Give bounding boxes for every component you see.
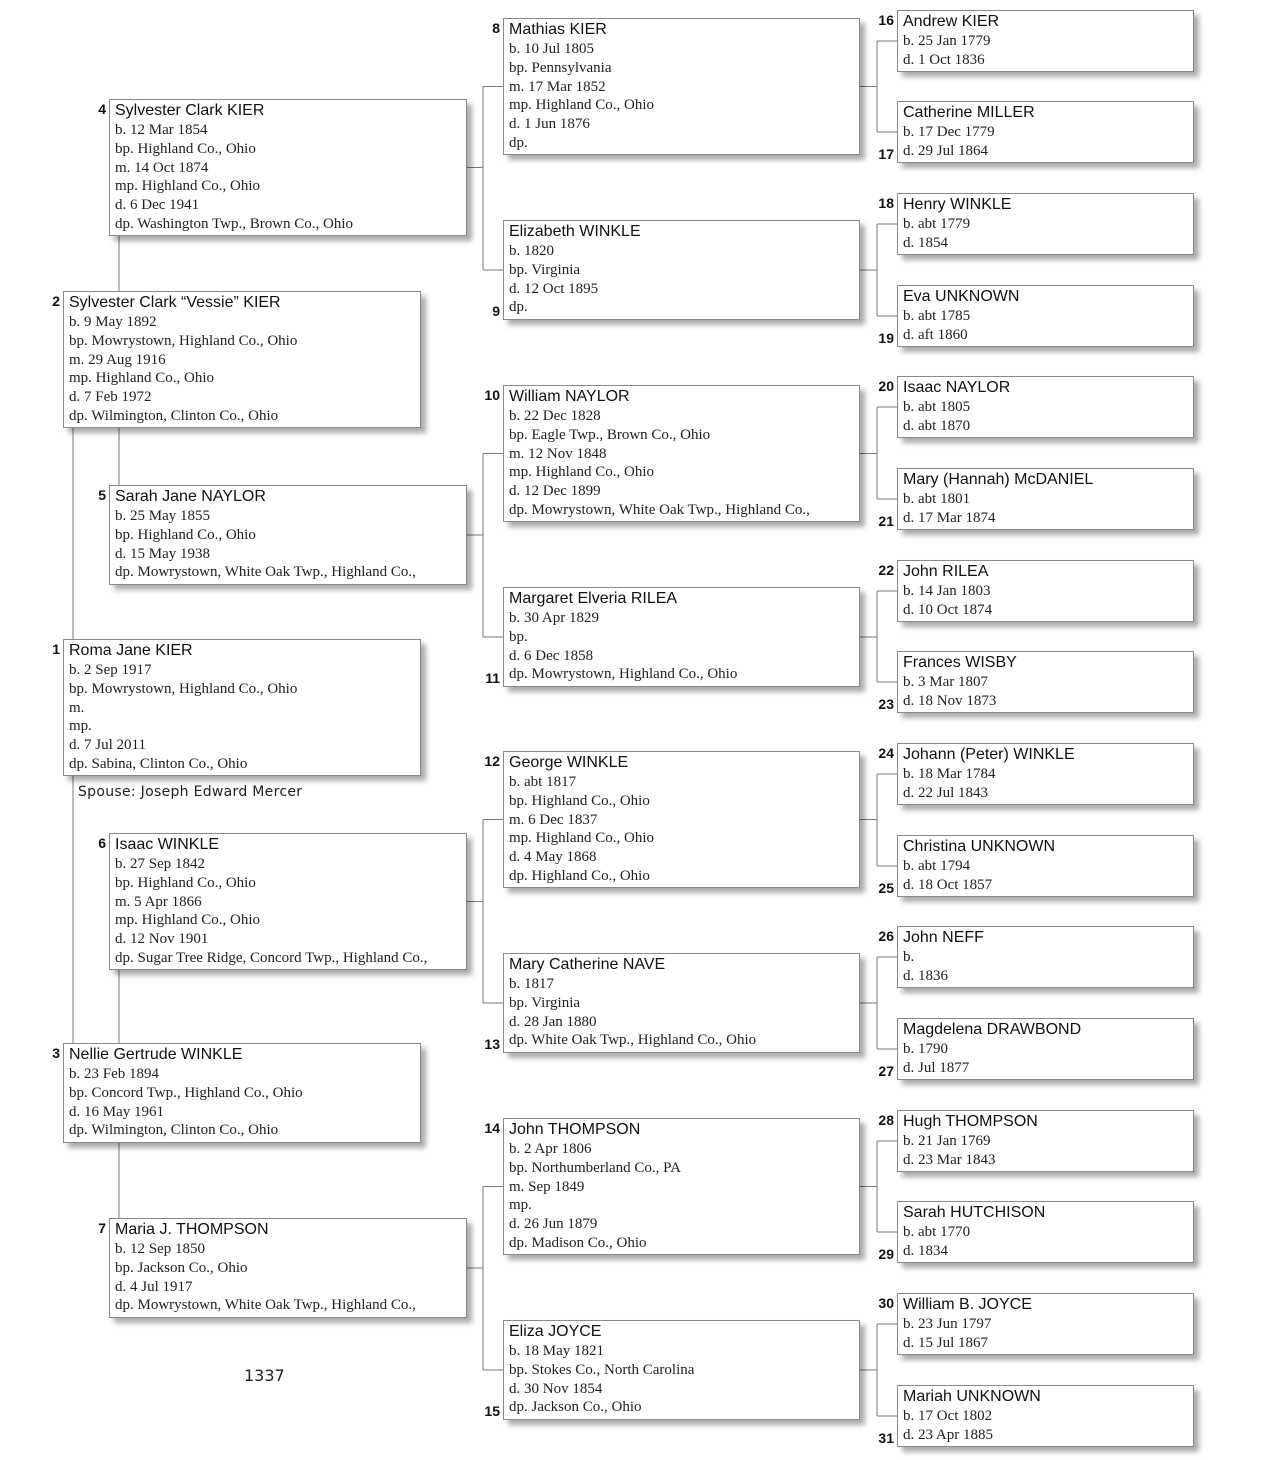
ahnentafel-number: 12: [484, 753, 500, 769]
person-detail-line: d. Jul 1877: [903, 1059, 970, 1076]
person-box-1: [52, 639, 421, 776]
person-name: John NEFF: [903, 929, 984, 946]
person-detail-line: d. 30 Nov 1854: [509, 1380, 603, 1397]
person-detail-line: d. 18 Oct 1857: [903, 876, 993, 893]
ahnentafel-number: 5: [98, 487, 106, 503]
person-detail-line: d. 28 Jan 1880: [509, 1013, 597, 1030]
person-detail-line: bp. Mowrystown, Highland Co., Ohio: [69, 332, 298, 349]
person-box-22: [878, 560, 1194, 622]
ahnentafel-number: 22: [878, 562, 894, 578]
person-detail-line: b. abt 1805: [903, 399, 971, 415]
person-detail-line: mp. Highland Co., Ohio: [115, 178, 260, 195]
person-detail-line: d. 15 Jul 1867: [903, 1334, 989, 1351]
person-detail-line: bp. Highland Co., Ohio: [115, 874, 256, 891]
person-detail-line: dp. Wilmington, Clinton Co., Ohio: [69, 1122, 279, 1139]
person-detail-line: bp. Highland Co., Ohio: [115, 140, 256, 157]
person-box-12: [484, 751, 860, 888]
person-name: Sylvester Clark KIER: [115, 102, 265, 119]
person-detail-line: m.: [69, 699, 85, 716]
person-name: Mariah UNKNOWN: [903, 1388, 1041, 1405]
person-detail-line: b. 17 Dec 1779: [903, 124, 995, 140]
person-detail-line: dp.: [509, 299, 528, 316]
person-name: Nellie Gertrude WINKLE: [69, 1046, 243, 1063]
person-name: Eva UNKNOWN: [903, 288, 1020, 305]
person-detail-line: bp. Virginia: [509, 261, 581, 278]
person-detail-line: b. 1817: [509, 976, 554, 992]
person-detail-line: d. 12 Nov 1901: [115, 931, 209, 948]
person-detail-line: mp. Highland Co., Ohio: [509, 464, 654, 481]
ahnentafel-number: 27: [878, 1063, 894, 1079]
ahnentafel-number: 8: [492, 20, 500, 36]
person-detail-line: b. abt 1785: [903, 308, 971, 324]
person-detail-line: b. abt 1779: [903, 216, 971, 232]
person-detail-line: m. 14 Oct 1874: [115, 159, 209, 176]
person-name: Sylvester Clark “Vessie” KIER: [69, 294, 281, 311]
person-detail-line: bp. Highland Co., Ohio: [509, 792, 650, 809]
person-detail-line: b. 23 Feb 1894: [69, 1066, 159, 1082]
ahnentafel-number: 9: [492, 303, 500, 319]
person-detail-line: bp. Stokes Co., North Carolina: [509, 1361, 695, 1378]
person-detail-line: dp. Highland Co., Ohio: [509, 867, 650, 884]
person-detail-line: bp.: [509, 628, 528, 645]
ahnentafel-number: 21: [878, 513, 894, 529]
person-box-26: [878, 926, 1194, 988]
person-box-14: [484, 1118, 860, 1255]
person-box-23: [878, 651, 1194, 713]
person-detail-line: d. aft 1860: [903, 326, 968, 343]
person-detail-line: b. 25 May 1855: [115, 508, 210, 524]
person-name: Mary (Hannah) McDANIEL: [903, 471, 1094, 488]
person-detail-line: d. 17 Mar 1874: [903, 509, 996, 526]
ahnentafel-number: 24: [878, 745, 894, 761]
person-detail-line: m. 6 Dec 1837: [509, 811, 598, 828]
person-detail-line: d. 12 Oct 1895: [509, 280, 599, 297]
person-detail-line: dp. Sabina, Clinton Co., Ohio: [69, 755, 248, 772]
person-detail-line: m. 12 Nov 1848: [509, 445, 607, 462]
person-detail-line: b. 3 Mar 1807: [903, 674, 988, 690]
person-detail-line: b. 18 May 1821: [509, 1343, 604, 1359]
page-number: 1337: [244, 1366, 285, 1385]
person-name: Mary Catherine NAVE: [509, 956, 666, 973]
person-box-4: [98, 99, 467, 236]
person-detail-line: dp. Mowrystown, Highland Co., Ohio: [509, 666, 738, 683]
person-detail-line: d. 1 Oct 1836: [903, 51, 985, 68]
person-detail-line: bp. Eagle Twp., Brown Co., Ohio: [509, 426, 711, 443]
person-detail-line: m. 29 Aug 1916: [69, 351, 166, 368]
person-detail-line: d. 26 Jun 1879: [509, 1216, 598, 1233]
person-box-15: [484, 1320, 860, 1420]
ahnentafel-number: 14: [484, 1120, 500, 1136]
person-box-30: [878, 1293, 1194, 1355]
person-detail-line: m. 5 Apr 1866: [115, 893, 202, 910]
person-detail-line: b. abt 1817: [509, 774, 577, 790]
person-detail-line: b. 27 Sep 1842: [115, 856, 205, 872]
ahnentafel-number: 1: [52, 641, 60, 657]
person-detail-line: b. abt 1801: [903, 491, 971, 507]
person-detail-line: bp. Concord Twp., Highland Co., Ohio: [69, 1084, 303, 1101]
person-name: Isaac NAYLOR: [903, 379, 1011, 396]
person-detail-line: mp.: [69, 718, 92, 735]
person-box-13: [484, 953, 860, 1053]
person-detail-line: b. 10 Jul 1805: [509, 41, 595, 57]
person-detail-line: dp. Mowrystown, White Oak Twp., Highland Co.,: [115, 564, 416, 581]
person-detail-line: b. 25 Jan 1779: [903, 33, 991, 49]
person-detail-line: d. 22 Jul 1843: [903, 784, 989, 801]
spouse-note: Spouse: Joseph Edward Mercer: [78, 784, 303, 800]
ahnentafel-number: 29: [878, 1246, 894, 1262]
person-box-10: [484, 385, 860, 522]
person-detail-line: b. 18 Mar 1784: [903, 766, 996, 782]
person-name: Andrew KIER: [903, 13, 1000, 30]
person-detail-line: b. 12 Mar 1854: [115, 122, 208, 138]
ahnentafel-number: 4: [98, 101, 106, 117]
person-detail-line: dp. Mowrystown, White Oak Twp., Highland Co.,: [509, 501, 810, 518]
person-box-18: [878, 193, 1194, 255]
person-detail-line: mp. Highland Co., Ohio: [69, 370, 214, 387]
person-detail-line: d. 12 Dec 1899: [509, 483, 601, 500]
ahnentafel-number: 7: [98, 1220, 106, 1236]
person-detail-line: m. 17 Mar 1852: [509, 78, 606, 95]
person-detail-line: b. 30 Apr 1829: [509, 610, 599, 626]
person-detail-line: dp.: [509, 134, 528, 151]
person-detail-line: b. 2 Apr 1806: [509, 1141, 592, 1157]
person-detail-line: b. 22 Dec 1828: [509, 408, 601, 424]
ahnentafel-number: 19: [878, 330, 894, 346]
person-detail-line: d. 29 Jul 1864: [903, 142, 989, 159]
person-box-24: [878, 743, 1194, 805]
person-box-20: [878, 376, 1194, 438]
person-name: Roma Jane KIER: [69, 642, 193, 659]
person-detail-line: b. 9 May 1892: [69, 314, 157, 330]
person-name: Isaac WINKLE: [115, 836, 220, 853]
person-detail-line: b. 2 Sep 1917: [69, 662, 152, 678]
person-detail-line: bp. Northumberland Co., PA: [509, 1159, 681, 1176]
person-box-9: [492, 220, 860, 320]
person-detail-line: bp. Virginia: [509, 994, 581, 1011]
person-name: John THOMPSON: [509, 1121, 641, 1138]
person-detail-line: dp. Washington Twp., Brown Co., Ohio: [115, 215, 354, 232]
person-name: George WINKLE: [509, 754, 629, 771]
person-detail-line: b. 12 Sep 1850: [115, 1241, 205, 1257]
person-detail-line: b. 1790: [903, 1041, 948, 1057]
ahnentafel-number: 25: [878, 880, 894, 896]
person-box-28: [878, 1110, 1194, 1172]
person-detail-line: d. abt 1870: [903, 417, 971, 434]
person-detail-line: bp. Highland Co., Ohio: [115, 526, 256, 543]
person-box-5: [98, 485, 467, 585]
person-detail-line: d. 4 Jul 1917: [115, 1278, 193, 1295]
person-detail-line: d. 18 Nov 1873: [903, 692, 997, 709]
ahnentafel-number: 17: [878, 146, 894, 162]
person-box-29: [878, 1201, 1194, 1263]
person-detail-line: d. 7 Jul 2011: [69, 737, 146, 754]
person-box-2: [52, 291, 421, 428]
person-box-17: [878, 101, 1194, 163]
ahnentafel-number: 23: [878, 696, 894, 712]
person-detail-line: d. 6 Dec 1858: [509, 647, 594, 664]
person-detail-line: dp. Mowrystown, White Oak Twp., Highland Co.,: [115, 1297, 416, 1314]
ahnentafel-number: 26: [878, 928, 894, 944]
person-name: Hugh THOMPSON: [903, 1113, 1038, 1130]
person-name: William B. JOYCE: [903, 1296, 1032, 1313]
ahnentafel-number: 6: [98, 835, 106, 851]
person-detail-line: mp. Highland Co., Ohio: [509, 830, 654, 847]
person-detail-line: bp. Mowrystown, Highland Co., Ohio: [69, 680, 298, 697]
person-box-16: [878, 10, 1194, 72]
person-detail-line: b. abt 1794: [903, 858, 971, 874]
person-detail-line: dp. Jackson Co., Ohio: [509, 1399, 642, 1416]
person-box-11: [485, 587, 860, 687]
person-name: Maria J. THOMPSON: [115, 1221, 269, 1238]
ahnentafel-number: 18: [878, 195, 894, 211]
person-name: Frances WISBY: [903, 654, 1017, 671]
ahnentafel-number: 15: [484, 1403, 500, 1419]
person-detail-line: d. 4 May 1868: [509, 849, 597, 866]
person-detail-line: d. 10 Oct 1874: [903, 601, 993, 618]
person-detail-line: b. 23 Jun 1797: [903, 1316, 992, 1332]
person-box-31: [878, 1385, 1194, 1447]
person-name: Sarah HUTCHISON: [903, 1204, 1046, 1221]
person-detail-line: dp. Sugar Tree Ridge, Concord Twp., Highland Co.,: [115, 949, 428, 966]
person-name: Eliza JOYCE: [509, 1323, 602, 1340]
person-box-25: [878, 835, 1194, 897]
person-name: Henry WINKLE: [903, 196, 1012, 213]
person-box-8: [492, 18, 860, 155]
person-name: Elizabeth WINKLE: [509, 223, 641, 240]
person-name: Catherine MILLER: [903, 104, 1035, 121]
person-detail-line: mp. Highland Co., Ohio: [115, 912, 260, 929]
ahnentafel-number: 20: [878, 378, 894, 394]
person-detail-line: m. Sep 1849: [509, 1178, 585, 1195]
person-detail-line: mp.: [509, 1197, 532, 1214]
ahnentafel-number: 28: [878, 1112, 894, 1128]
ahnentafel-number: 3: [52, 1045, 60, 1061]
person-detail-line: b.: [903, 949, 915, 965]
person-detail-line: mp. Highland Co., Ohio: [509, 97, 654, 114]
person-box-7: [98, 1218, 467, 1318]
person-detail-line: d. 1854: [903, 234, 948, 251]
person-detail-line: b. 14 Jan 1803: [903, 583, 991, 599]
person-detail-line: d. 16 May 1961: [69, 1103, 164, 1120]
person-name: Magdelena DRAWBOND: [903, 1021, 1082, 1038]
person-detail-line: bp. Pennsylvania: [509, 59, 612, 76]
person-detail-line: d. 23 Mar 1843: [903, 1151, 996, 1168]
person-detail-line: d. 15 May 1938: [115, 545, 210, 562]
person-detail-line: d. 1836: [903, 967, 948, 984]
person-name: Christina UNKNOWN: [903, 838, 1056, 855]
person-detail-line: d. 6 Dec 1941: [115, 197, 200, 214]
person-name: Sarah Jane NAYLOR: [115, 488, 266, 505]
person-detail-line: dp. Wilmington, Clinton Co., Ohio: [69, 407, 279, 424]
person-name: Mathias KIER: [509, 21, 607, 38]
ahnentafel-number: 16: [878, 12, 894, 28]
person-detail-line: b. abt 1770: [903, 1224, 971, 1240]
person-detail-line: d. 1834: [903, 1242, 948, 1259]
person-name: John RILEA: [903, 563, 989, 580]
person-detail-line: bp. Jackson Co., Ohio: [115, 1259, 248, 1276]
person-name: William NAYLOR: [509, 388, 630, 405]
person-detail-line: b. 17 Oct 1802: [903, 1408, 993, 1424]
ahnentafel-number: 31: [878, 1430, 894, 1446]
person-detail-line: d. 1 Jun 1876: [509, 116, 590, 133]
person-box-6: [98, 833, 467, 970]
ahnentafel-number: 30: [878, 1295, 894, 1311]
person-detail-line: b. 1820: [509, 243, 554, 259]
person-box-21: [878, 468, 1194, 530]
ahnentafel-number: 13: [484, 1036, 500, 1052]
person-detail-line: dp. White Oak Twp., Highland Co., Ohio: [509, 1032, 757, 1049]
person-detail-line: d. 7 Feb 1972: [69, 389, 152, 406]
person-detail-line: d. 23 Apr 1885: [903, 1426, 993, 1443]
person-name: Johann (Peter) WINKLE: [903, 746, 1075, 763]
person-box-19: [878, 285, 1194, 347]
person-detail-line: dp. Madison Co., Ohio: [509, 1234, 647, 1251]
ahnentafel-number: 11: [485, 670, 500, 686]
person-name: Margaret Elveria RILEA: [509, 590, 678, 607]
ahnentafel-number: 2: [52, 293, 60, 309]
ahnentafel-number: 10: [484, 387, 500, 403]
person-detail-line: b. 21 Jan 1769: [903, 1133, 991, 1149]
person-box-27: [878, 1018, 1194, 1080]
person-box-3: [52, 1043, 421, 1143]
